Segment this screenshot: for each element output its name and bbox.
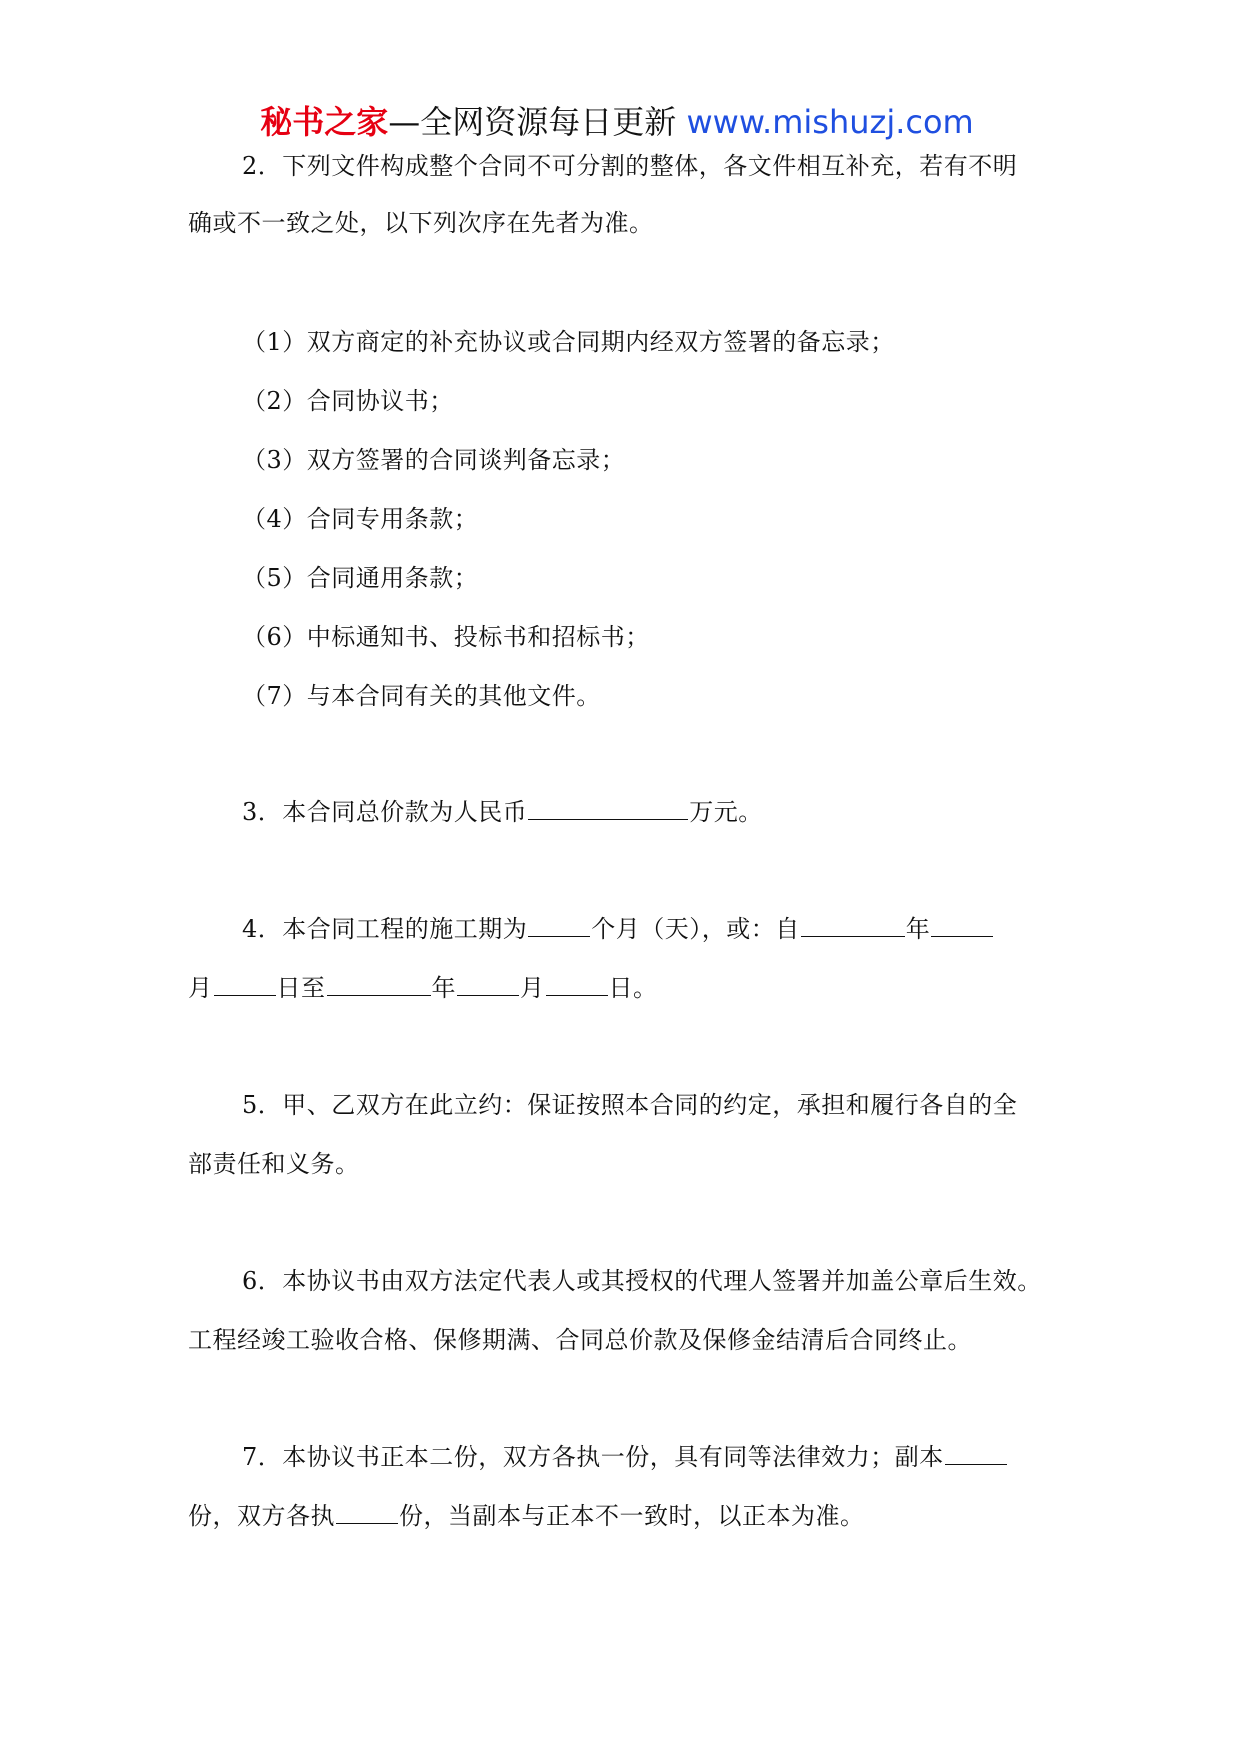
- price-blank[interactable]: [528, 795, 688, 820]
- day-to-label: 日至: [276, 974, 326, 1002]
- copies-blank[interactable]: [945, 1440, 1007, 1465]
- clause-3-unit: 万元。: [689, 798, 763, 826]
- clause-7-text: 7．本协议书正本二份，双方各执一份，具有同等法律效力；副本: [242, 1443, 944, 1471]
- clause-4-line-1: [242, 912, 994, 946]
- start-year-blank[interactable]: [801, 912, 905, 937]
- clause-3: [242, 795, 763, 829]
- clause-3-text: 3．本合同总价款为人民币: [242, 798, 528, 826]
- start-month-blank[interactable]: [931, 912, 993, 937]
- clause-7-line-2: [188, 1499, 865, 1533]
- clause-6-line-2: 工程经竣工验收合格、保修期满、合同总价款及保修金结清后合同终止。: [188, 1326, 972, 1354]
- clause-5-line-2: 部责任和义务。: [188, 1150, 360, 1178]
- each-copies-blank[interactable]: [336, 1499, 398, 1524]
- end-year-blank[interactable]: [327, 971, 431, 996]
- list-item: （3）双方签署的合同谈判备忘录；: [242, 446, 626, 474]
- list-item: （7）与本合同有关的其他文件。: [242, 682, 601, 710]
- list-item: （6）中标通知书、投标书和招标书；: [242, 623, 650, 651]
- list-item: （1）双方商定的补充协议或合同期内经双方签署的备忘录；: [242, 328, 895, 356]
- clause-7-line-1: [242, 1440, 1008, 1474]
- site-header: [0, 100, 1234, 144]
- clause-5-line-1: 5．甲、乙双方在此立约：保证按照本合同的约定，承担和履行各自的全: [242, 1091, 1018, 1119]
- header-tagline: —全网资源每日更新: [388, 103, 677, 141]
- clause-4-line-2: [188, 971, 658, 1005]
- year-label: 年: [431, 974, 456, 1002]
- start-day-blank[interactable]: [214, 971, 276, 996]
- header-brand: 秘书之家: [260, 103, 389, 141]
- day-label: 日。: [608, 974, 658, 1002]
- clause-4-unit: 个月（天），或：自: [591, 915, 800, 943]
- month-label: 月: [520, 974, 545, 1002]
- list-item: （2）合同协议书；: [242, 387, 454, 415]
- list-item: （4）合同专用条款；: [242, 505, 479, 533]
- list-item: （5）合同通用条款；: [242, 564, 479, 592]
- clause-4-text: 4．本合同工程的施工期为: [242, 915, 528, 943]
- clause-2-line-1: 2．下列文件构成整个合同不可分割的整体，各文件相互补充，若有不明: [242, 152, 1018, 180]
- duration-blank[interactable]: [528, 912, 590, 937]
- year-label: 年: [905, 915, 931, 943]
- header-url: www.mishuzj.com: [686, 103, 974, 141]
- month-label: 月: [188, 974, 213, 1002]
- clause-7-tail: 份，当副本与正本不一致时，以正本为准。: [399, 1502, 865, 1530]
- end-day-blank[interactable]: [546, 971, 608, 996]
- end-month-blank[interactable]: [457, 971, 519, 996]
- clause-6-line-1: 6．本协议书由双方法定代表人或其授权的代理人签署并加盖公章后生效。: [242, 1267, 1042, 1295]
- clause-7-copies-label: 份，双方各执: [188, 1502, 335, 1530]
- clause-2-line-2: 确或不一致之处，以下列次序在先者为准。: [188, 209, 654, 237]
